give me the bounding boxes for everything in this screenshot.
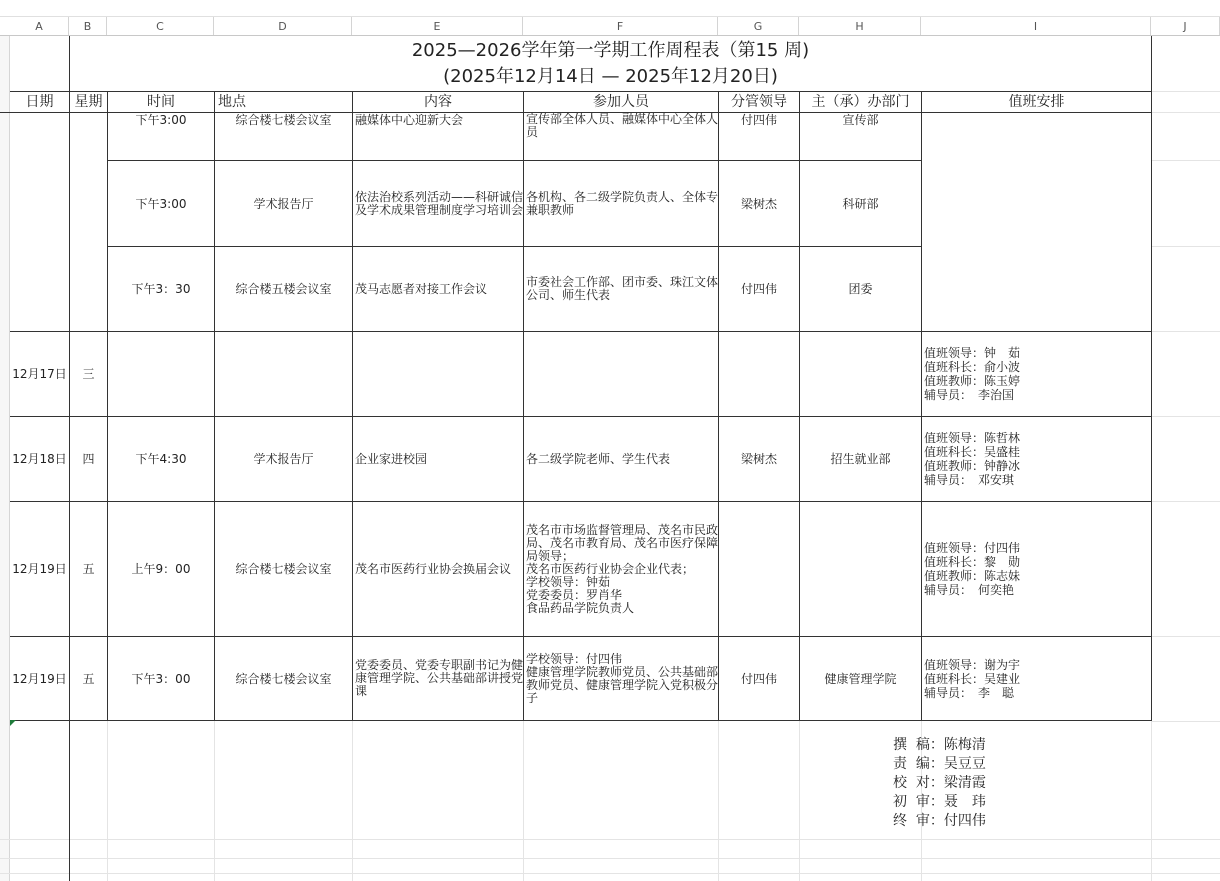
cell-date[interactable]: 12月19日 — [12, 671, 67, 686]
cell-duty[interactable]: 值班领导：陈哲林 值班科长：吴盛桂 值班教师：钟静冰 辅导员： 邓安琪 — [924, 431, 1021, 487]
cell-leader[interactable]: 梁树杰 — [740, 196, 777, 211]
cell-weekday[interactable]: 五 — [82, 671, 95, 686]
cell-duty[interactable]: 值班领导：付四伟 值班科长：黎 勋 值班教师：陈志妹 辅导员： 何奕艳 — [924, 541, 1021, 597]
header-leader: 分管领导 — [731, 94, 787, 110]
column-header-h[interactable]: H — [799, 17, 921, 35]
credit-proofreader: 校 对：梁清霞 — [893, 775, 986, 791]
cell-participants[interactable]: 学校领导：付四伟 健康管理学院教师党员、公共基础部教师党员、健康管理学院入党积极分子 — [526, 651, 718, 705]
cell-participants[interactable]: 各二级学院老师、学生代表 — [526, 452, 671, 466]
cell-leader[interactable]: 付四伟 — [740, 113, 777, 127]
cell-time[interactable]: 上午9：00 — [131, 562, 191, 576]
credit-first-review: 初 审：聂 玮 — [893, 794, 986, 810]
header-content: 内容 — [424, 94, 452, 110]
header-date: 日期 — [25, 94, 54, 110]
cell-duty[interactable]: 值班领导：谢为宇 值班科长：吴建业 辅导员： 李 聪 — [924, 657, 1021, 700]
cell-content[interactable]: 党委委员、党委专职副书记为健康管理学院、公共基础部讲授党课 — [355, 658, 523, 698]
header-dept: 主（承）办部门 — [811, 94, 910, 110]
column-header-g[interactable]: G — [718, 17, 799, 35]
cell-participants[interactable]: 市委社会工作部、团市委、珠江文体公司、师生代表 — [526, 275, 718, 302]
cell-content[interactable]: 茂马志愿者对接工作会议 — [355, 282, 488, 296]
cell-time[interactable]: 下午4:30 — [135, 452, 187, 466]
column-header-e[interactable]: E — [352, 17, 523, 35]
cell-place[interactable]: 综合楼七楼会议室 — [235, 562, 332, 576]
cell-participants[interactable]: 茂名市市场监督管理局、茂名市民政局、茂名市教育局、茂名市医疗保障局领导； 茂名市医药行业协会企业代表； 学校领导：钟茹 党委委员：罗肖华 食品药品学院负责人 — [526, 522, 718, 615]
column-header-i[interactable]: I — [921, 17, 1151, 35]
column-header-top-border — [0, 16, 1220, 17]
header-participants: 参加人员 — [593, 94, 649, 110]
cell-time[interactable]: 下午3：00 — [131, 671, 191, 686]
column-header-bar — [0, 0, 1220, 36]
cell-content[interactable]: 企业家进校园 — [355, 452, 428, 466]
cell-participants[interactable]: 各机构、各二级学院负责人、全体专兼职教师 — [526, 189, 718, 217]
header-place: 地点 — [218, 94, 246, 110]
cell-weekday[interactable]: 五 — [82, 562, 95, 576]
cell-content[interactable]: 依法治校系列活动——科研诚信及学术成果管理制度学习培训会 — [355, 189, 523, 217]
column-header-d[interactable]: D — [214, 17, 352, 35]
credits-block — [893, 736, 1093, 831]
cell-dept[interactable]: 团委 — [848, 282, 873, 296]
schedule-date-range: (2025年12月14日 — 2025年12月20日) — [443, 66, 778, 87]
header-time: 时间 — [147, 94, 175, 110]
column-header-c[interactable]: C — [107, 17, 214, 35]
cell-time[interactable]: 下午3:00 — [135, 196, 187, 211]
credit-editor: 责 编：吴豆豆 — [893, 756, 986, 772]
cell-leader[interactable]: 梁树杰 — [740, 452, 777, 466]
cell-place[interactable]: 学术报告厅 — [253, 196, 314, 211]
cell-place[interactable]: 综合楼五楼会议室 — [235, 282, 332, 296]
column-header-bottom-border — [0, 35, 1220, 36]
cell-time[interactable]: 下午3:00 — [135, 113, 187, 127]
cell-weekday[interactable]: 四 — [82, 452, 95, 466]
cell-dept[interactable]: 科研部 — [842, 196, 879, 211]
cell-duty[interactable]: 值班领导：钟 茹 值班科长：俞小波 值班教师：陈玉婷 辅导员： 李治国 — [924, 346, 1021, 402]
cell-comment-marker — [10, 720, 16, 726]
cell-leader[interactable]: 付四伟 — [740, 671, 777, 686]
schedule-title: 2025—2026学年第一学期工作周程表（第15 周) — [411, 40, 810, 61]
cell-dept[interactable]: 宣传部 — [842, 113, 879, 127]
cell-weekday[interactable]: 三 — [82, 367, 95, 381]
cell-date[interactable]: 12月19日 — [12, 562, 67, 576]
cell-leader[interactable]: 付四伟 — [740, 282, 777, 296]
credit-final-review: 终 审：付四伟 — [893, 813, 986, 829]
credit-writer: 撰 稿：陈梅清 — [893, 737, 986, 753]
column-header-j[interactable]: J — [1151, 17, 1220, 35]
cell-time[interactable]: 下午3：30 — [131, 282, 191, 296]
header-duty: 值班安排 — [1008, 94, 1065, 110]
cell-place[interactable]: 综合楼七楼会议室 — [235, 113, 332, 127]
header-weekday: 星期 — [74, 94, 103, 110]
cell-participants[interactable]: 宣传部全体人员、融媒体中心全体人员 — [526, 113, 718, 139]
cell-place[interactable]: 学术报告厅 — [253, 452, 314, 466]
cell-place[interactable]: 综合楼七楼会议室 — [235, 671, 332, 686]
cell-content[interactable]: 融媒体中心迎新大会 — [355, 113, 464, 127]
cell-date[interactable]: 12月18日 — [12, 452, 67, 466]
row-header-gutter — [0, 36, 10, 881]
cell-content[interactable]: 茂名市医药行业协会换届会议 — [355, 561, 512, 576]
cell-dept[interactable]: 健康管理学院 — [824, 671, 897, 686]
column-header-f[interactable]: F — [523, 17, 718, 35]
column-header-b[interactable]: B — [69, 17, 107, 35]
cell-dept[interactable]: 招生就业部 — [830, 452, 891, 466]
cell-date[interactable]: 12月17日 — [12, 367, 67, 381]
column-header-a[interactable]: A — [10, 17, 69, 35]
